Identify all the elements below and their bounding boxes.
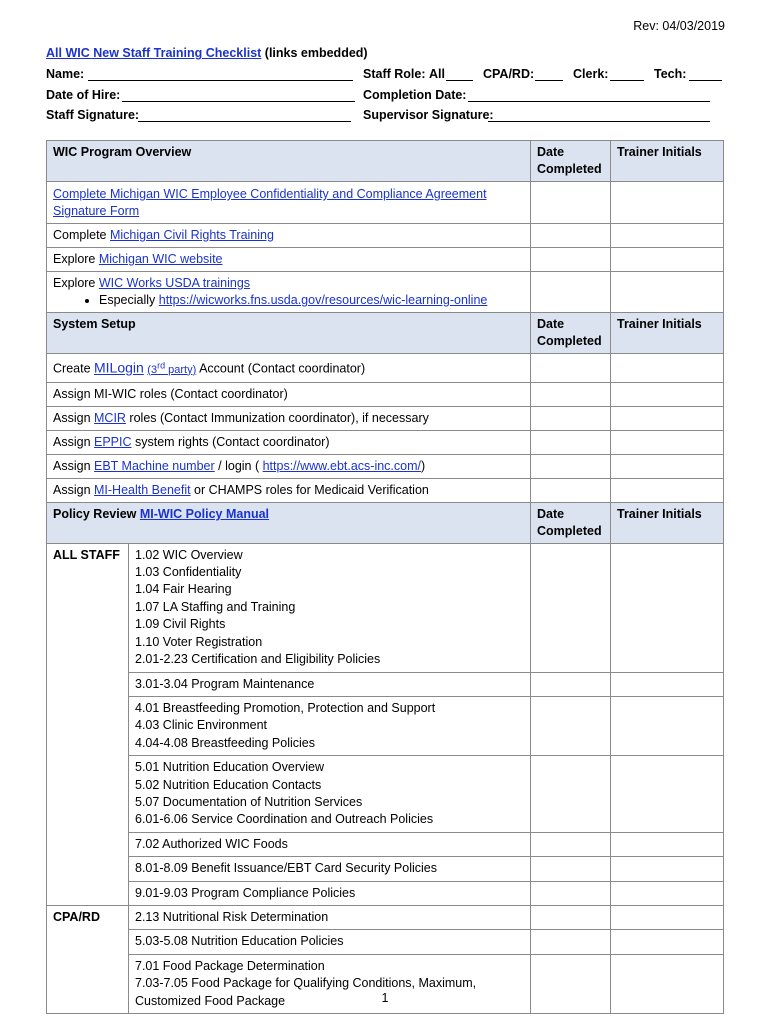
table-row [47, 543, 724, 672]
task-text: Complete [53, 228, 110, 242]
eppic-link[interactable]: EPPIC [94, 434, 132, 449]
trainer-initials-header: Trainer Initials [611, 502, 724, 543]
task-cell [47, 354, 531, 383]
task-text: roles (Contact Immunization coordinator), if necessary [125, 410, 429, 425]
checklist-title [46, 46, 368, 60]
completion-date-label: Completion Date: [363, 88, 467, 102]
mi-health-benefit-link[interactable]: MI-Health Benefit [94, 482, 191, 497]
date-completed-header: Date Completed [531, 313, 611, 354]
section-header-policy [47, 502, 724, 543]
task-text: Assign [53, 410, 94, 425]
policy-item: 1.03 Confidentiality [135, 565, 242, 580]
date-of-hire-label: Date of Hire: [46, 88, 121, 102]
policy-item: 4.03 Clinic Environment [135, 718, 268, 733]
section-header-overview [47, 141, 724, 182]
task-text: Assign [53, 458, 94, 473]
superscript: rd [157, 360, 166, 370]
policy-item: 2.13 Nutritional Risk Determination [135, 909, 329, 924]
table-row [47, 832, 724, 856]
table-row [47, 430, 724, 454]
date-cell[interactable] [531, 905, 611, 929]
title-link[interactable]: All WIC New Staff Training Checklist [46, 46, 262, 60]
completion-date-field[interactable] [468, 101, 710, 102]
trainer-initials-header: Trainer Initials [611, 313, 724, 354]
policy-item: 6.01-6.06 Service Coordination and Outreach Policies [135, 812, 434, 827]
table-row [47, 696, 724, 755]
mcir-link[interactable]: MCIR [94, 410, 126, 425]
table-row [47, 756, 724, 833]
milogin-link[interactable]: MILogin [94, 359, 144, 376]
role-cpa-label: CPA/RD: [483, 67, 535, 81]
policy-manual-link[interactable]: MI-WIC Policy Manual [139, 506, 270, 521]
policy-item: 1.04 Fair Hearing [135, 582, 232, 597]
task-text: Assign [53, 482, 94, 497]
table-row [47, 272, 724, 313]
date-cell[interactable] [531, 248, 611, 272]
task-text: / login ( [214, 458, 263, 473]
policy-item: 7.03-7.05 Food Package for Qualifying Conditions, Maximum, [135, 976, 477, 991]
all-staff-label: ALL STAFF [47, 543, 129, 905]
initials-cell[interactable] [611, 756, 724, 833]
initials-cell[interactable] [611, 182, 724, 224]
policy-cell [129, 857, 531, 881]
ebt-machine-link[interactable]: EBT Machine number [94, 458, 215, 473]
third-party-link[interactable] [147, 360, 197, 376]
date-cell[interactable] [531, 454, 611, 478]
table-row [47, 905, 724, 929]
staff-signature-label: Staff Signature: [46, 108, 140, 122]
initials-cell[interactable] [611, 881, 724, 905]
section-header-system [47, 313, 724, 354]
staff-signature-field[interactable] [138, 121, 351, 122]
initials-cell[interactable] [611, 832, 724, 856]
policy-cell [129, 905, 531, 929]
date-cell[interactable] [531, 272, 611, 313]
task-text: Especially [99, 293, 159, 307]
initials-cell[interactable] [611, 930, 724, 954]
task-cell [47, 224, 531, 248]
date-cell[interactable] [531, 696, 611, 755]
supervisor-signature-label: Supervisor Signature: [363, 108, 494, 122]
task-cell [47, 248, 531, 272]
initials-cell[interactable] [611, 382, 724, 406]
date-cell[interactable] [531, 832, 611, 856]
policy-item: 5.07 Documentation of Nutrition Services [135, 794, 363, 809]
policy-item: 9.01-9.03 Program Compliance Policies [135, 885, 356, 900]
policy-item: 7.02 Authorized WIC Foods [135, 836, 288, 851]
date-completed-header: Date Completed [531, 502, 611, 543]
date-cell[interactable] [531, 881, 611, 905]
list-item [99, 292, 524, 309]
role-clerk-label: Clerk: [573, 67, 609, 81]
policy-item: 7.01 Food Package Determination [135, 958, 325, 973]
policy-cell [129, 881, 531, 905]
date-completed-header: Date Completed [531, 141, 611, 182]
policy-item: 4.04-4.08 Breastfeeding Policies [135, 735, 315, 750]
role-all-field[interactable] [446, 80, 473, 81]
initials-cell[interactable] [611, 248, 724, 272]
date-cell[interactable] [531, 756, 611, 833]
task-cell [47, 182, 531, 224]
date-cell[interactable] [531, 478, 611, 502]
table-row [47, 354, 724, 383]
task-text: Explore [53, 276, 99, 290]
policy-cell [129, 543, 531, 672]
date-cell[interactable] [531, 406, 611, 430]
initials-cell[interactable] [611, 406, 724, 430]
link-text: (3 [147, 363, 158, 376]
date-cell[interactable] [531, 224, 611, 248]
policy-cell [129, 832, 531, 856]
table-row [47, 182, 724, 224]
policy-cell [129, 756, 531, 833]
staff-role-label: Staff Role: [363, 67, 426, 81]
task-text: or CHAMPS roles for Medicaid Verification [190, 482, 429, 497]
task-cell: Assign MI-WIC roles (Contact coordinator) [47, 382, 531, 406]
initials-cell[interactable] [611, 354, 724, 383]
name-field[interactable] [88, 80, 353, 81]
initials-cell[interactable] [611, 905, 724, 929]
initials-cell[interactable] [611, 454, 724, 478]
policy-item: 2.01-2.23 Certification and Eligibility Policies [135, 652, 381, 667]
policy-item: 8.01-8.09 Benefit Issuance/EBT Card Security Policies [135, 861, 438, 876]
task-cell [47, 454, 531, 478]
role-clerk-field[interactable] [610, 80, 644, 81]
michigan-wic-website-link[interactable]: Michigan WIC website [98, 252, 223, 266]
page-number: 1 [381, 991, 389, 1005]
policy-cell [129, 672, 531, 696]
role-cpa-field[interactable] [535, 80, 563, 81]
section-title-text: Policy Review [53, 506, 140, 521]
policy-item: 1.07 LA Staffing and Training [135, 599, 296, 614]
policy-item: Customized Food Package [135, 993, 286, 1008]
revision-date: Rev: 04/03/2019 [633, 19, 725, 33]
section-title-policy [47, 502, 531, 543]
task-cell [47, 272, 531, 313]
name-label: Name: [46, 67, 85, 81]
task-cell [47, 406, 531, 430]
date-cell[interactable] [531, 430, 611, 454]
policy-cell [129, 696, 531, 755]
table-row [47, 881, 724, 905]
civil-rights-training-link[interactable]: Michigan Civil Rights Training [109, 228, 274, 242]
role-tech-label: Tech: [654, 67, 687, 81]
task-cell [47, 478, 531, 502]
policy-item: 5.02 Nutrition Education Contacts [135, 777, 322, 792]
section-title-system: System Setup [47, 313, 531, 354]
date-cell[interactable] [531, 672, 611, 696]
initials-cell[interactable] [611, 272, 724, 313]
initials-cell[interactable] [611, 478, 724, 502]
cpa-rd-label: CPA/RD [47, 905, 129, 1013]
table-row [47, 478, 724, 502]
trainer-initials-header: Trainer Initials [611, 141, 724, 182]
date-cell[interactable] [531, 354, 611, 383]
supervisor-signature-field[interactable] [488, 121, 710, 122]
policy-item: 4.01 Breastfeeding Promotion, Protection and Support [135, 700, 436, 715]
table-row [47, 382, 724, 406]
wic-learning-online-link[interactable]: https://wicworks.fns.usda.gov/resources/wic-learning-online [158, 293, 488, 307]
task-text: Assign [53, 434, 94, 449]
table-row [47, 672, 724, 696]
training-checklist-table [46, 140, 724, 1014]
initials-cell[interactable] [611, 696, 724, 755]
initials-cell[interactable] [611, 430, 724, 454]
date-of-hire-field[interactable] [122, 101, 355, 102]
table-row [47, 454, 724, 478]
table-row [47, 406, 724, 430]
policy-item: 3.01-3.04 Program Maintenance [135, 676, 315, 691]
table-row [47, 248, 724, 272]
section-title-overview: WIC Program Overview [47, 141, 531, 182]
role-all-label: All [429, 67, 445, 81]
table-row [47, 930, 724, 954]
task-text: Account (Contact coordinator) [196, 361, 366, 376]
date-cell[interactable] [531, 543, 611, 672]
ebt-login-link[interactable]: https://www.ebt.acs-inc.com/ [262, 458, 421, 473]
task-text: Explore [53, 252, 99, 266]
task-text: system rights (Contact coordinator) [131, 434, 330, 449]
date-cell[interactable] [531, 182, 611, 224]
confidentiality-agreement-link[interactable]: Complete Michigan WIC Employee Confidentiality and Compliance Agreement Signature Form [53, 187, 487, 218]
initials-cell[interactable] [611, 857, 724, 881]
table-row [47, 857, 724, 881]
task-text: ) [421, 458, 426, 473]
policy-cell [129, 930, 531, 954]
policy-item: 1.10 Voter Registration [135, 634, 263, 649]
link-text: party) [165, 363, 197, 376]
policy-rows [47, 543, 724, 1013]
title-suffix: (links embedded) [261, 46, 368, 60]
wic-works-trainings-link[interactable]: WIC Works USDA trainings [98, 276, 251, 290]
date-cell[interactable] [531, 857, 611, 881]
initials-cell[interactable] [611, 543, 724, 672]
table-row [47, 224, 724, 248]
policy-item: 1.02 WIC Overview [135, 547, 243, 562]
initials-cell[interactable] [611, 672, 724, 696]
date-cell[interactable] [531, 930, 611, 954]
task-cell [47, 430, 531, 454]
policy-item: 5.03-5.08 Nutrition Education Policies [135, 934, 344, 949]
task-text: Create [53, 361, 94, 376]
policy-item: 5.01 Nutrition Education Overview [135, 760, 324, 775]
role-tech-field[interactable] [689, 80, 722, 81]
policy-item: 1.09 Civil Rights [135, 617, 226, 632]
initials-cell[interactable] [611, 224, 724, 248]
date-cell[interactable] [531, 382, 611, 406]
